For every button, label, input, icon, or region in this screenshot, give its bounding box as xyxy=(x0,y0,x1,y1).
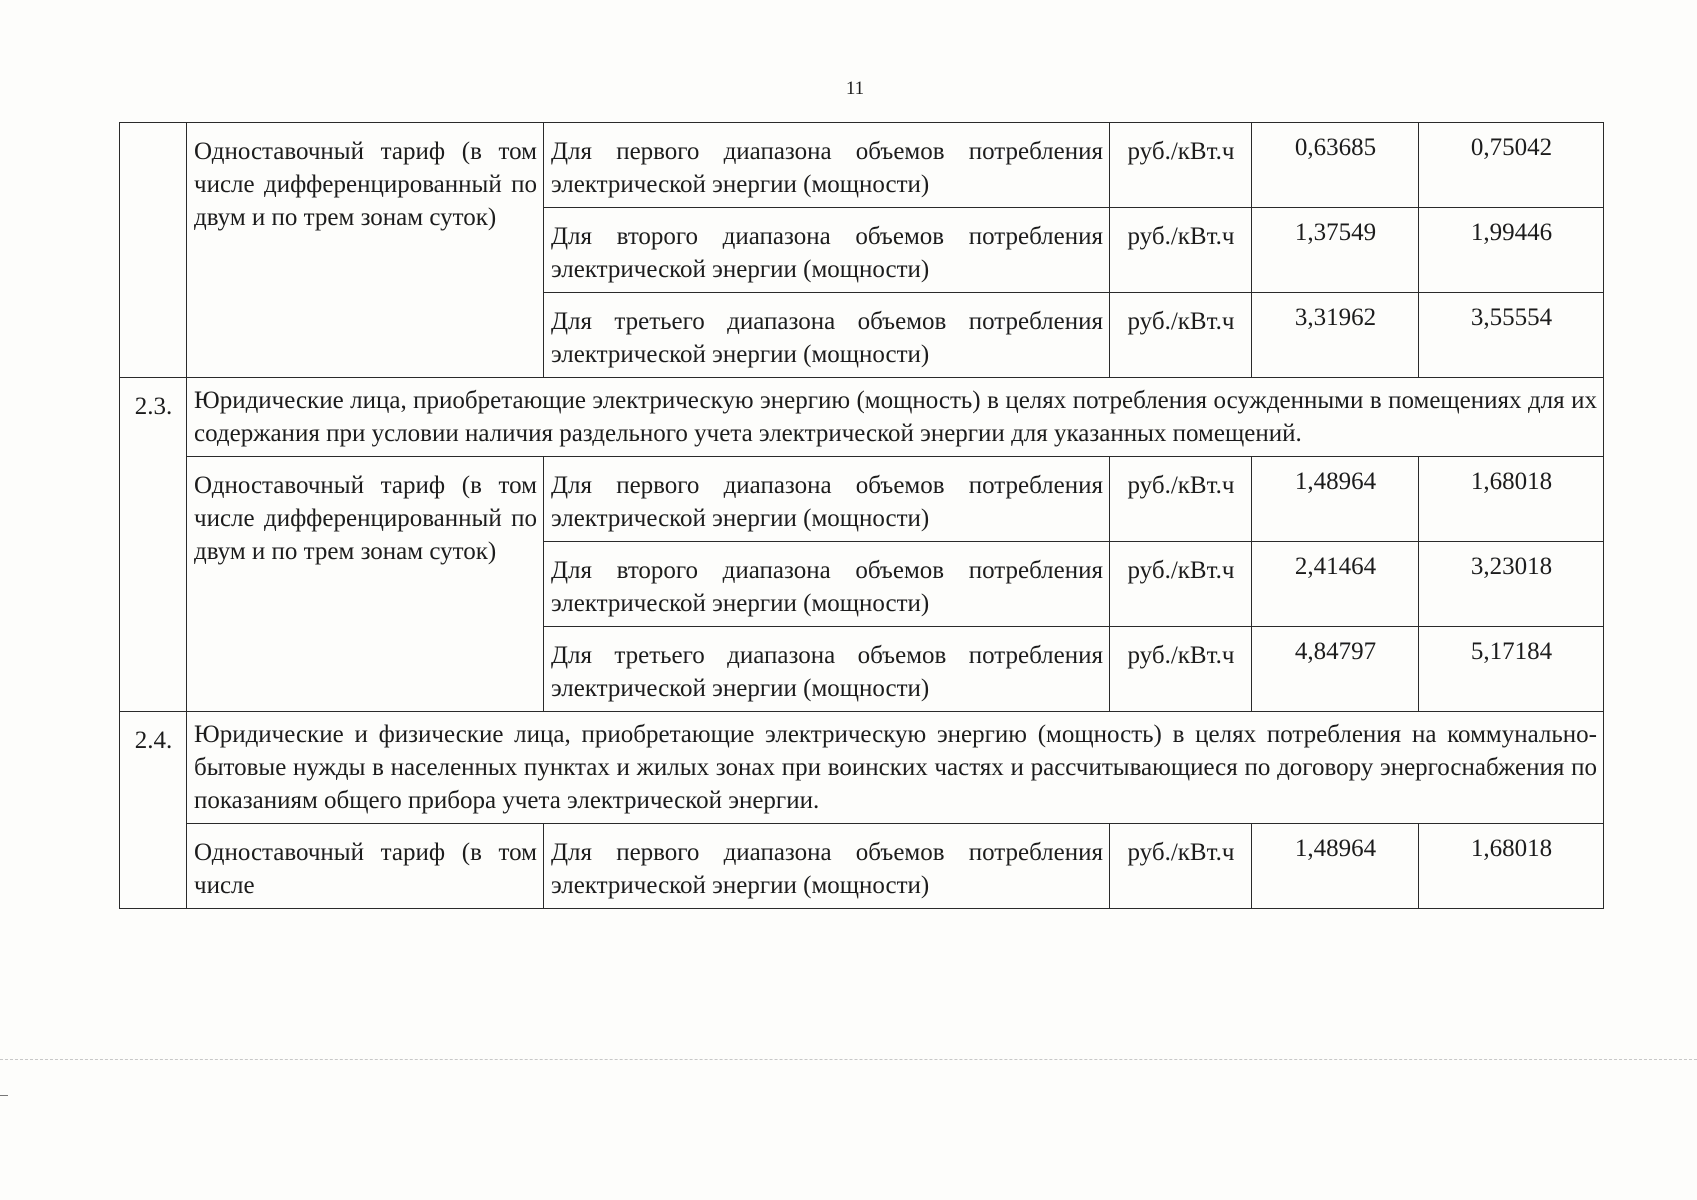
value-cell: 0,75042 xyxy=(1419,123,1604,208)
unit-cell: руб./кВт.ч xyxy=(1110,542,1252,627)
value-cell: 1,68018 xyxy=(1419,457,1604,542)
range-cell: Для первого диапазона объемов потребления электрической энергии (мощности) xyxy=(544,824,1110,909)
table-row xyxy=(120,123,1604,208)
page-number: 11 xyxy=(845,78,865,99)
section-title-cell: Юридические лица, приобретающие электрическую энергию (мощность) в целях потребления осужденными в помещениях для их содержания при условии наличия раздельного учета электрической энергии для указанных помещений. xyxy=(187,378,1604,457)
section-header-row xyxy=(120,378,1604,457)
section-number-cell: 2.4. xyxy=(120,712,187,909)
value-cell: 1,99446 xyxy=(1419,208,1604,293)
range-cell: Для третьего диапазона объемов потребления электрической энергии (мощности) xyxy=(544,293,1110,378)
scan-margin-mark xyxy=(0,1095,8,1096)
value-cell: 3,31962 xyxy=(1252,293,1419,378)
table-row xyxy=(120,457,1604,542)
tariff-name-cell: Одноставочный тариф (в том числе дифференцированный по двум и по трем зонам суток) xyxy=(187,123,544,378)
value-cell: 1,37549 xyxy=(1252,208,1419,293)
value-cell: 0,63685 xyxy=(1252,123,1419,208)
range-cell: Для второго диапазона объемов потребления электрической энергии (мощности) xyxy=(544,208,1110,293)
range-cell: Для первого диапазона объемов потребления электрической энергии (мощности) xyxy=(544,457,1110,542)
tariff-name-cell: Одноставочный тариф (в том числе дифференцированный по двум и по трем зонам суток) xyxy=(187,457,544,712)
unit-cell: руб./кВт.ч xyxy=(1110,457,1252,542)
value-cell: 3,23018 xyxy=(1419,542,1604,627)
range-cell: Для третьего диапазона объемов потребления электрической энергии (мощности) xyxy=(544,627,1110,712)
range-cell: Для второго диапазона объемов потребления электрической энергии (мощности) xyxy=(544,542,1110,627)
tariff-name-cell: Одноставочный тариф (в том числе xyxy=(187,824,544,909)
section-number-cell xyxy=(120,123,187,378)
unit-cell: руб./кВт.ч xyxy=(1110,824,1252,909)
value-cell: 1,68018 xyxy=(1419,824,1604,909)
unit-cell: руб./кВт.ч xyxy=(1110,123,1252,208)
unit-cell: руб./кВт.ч xyxy=(1110,293,1252,378)
unit-cell: руб./кВт.ч xyxy=(1110,627,1252,712)
value-cell: 4,84797 xyxy=(1252,627,1419,712)
value-cell: 1,48964 xyxy=(1252,457,1419,542)
value-cell: 2,41464 xyxy=(1252,542,1419,627)
section-header-row xyxy=(120,712,1604,824)
value-cell: 3,55554 xyxy=(1419,293,1604,378)
section-title-cell: Юридические и физические лица, приобретающие электрическую энергию (мощность) в целях потребления на коммунально-бытовые нужды в населенных пунктах и жилых зонах при воинских частях и рассчитывающиеся по договору энергоснабжения по показаниям общего прибора учета электрической энергии. xyxy=(187,712,1604,824)
tariff-table xyxy=(119,122,1604,909)
table-row xyxy=(120,824,1604,909)
range-cell: Для первого диапазона объемов потребления электрической энергии (мощности) xyxy=(544,123,1110,208)
value-cell: 1,48964 xyxy=(1252,824,1419,909)
section-number-cell: 2.3. xyxy=(120,378,187,712)
unit-cell: руб./кВт.ч xyxy=(1110,208,1252,293)
value-cell: 5,17184 xyxy=(1419,627,1604,712)
scan-fold-line xyxy=(0,1059,1697,1061)
